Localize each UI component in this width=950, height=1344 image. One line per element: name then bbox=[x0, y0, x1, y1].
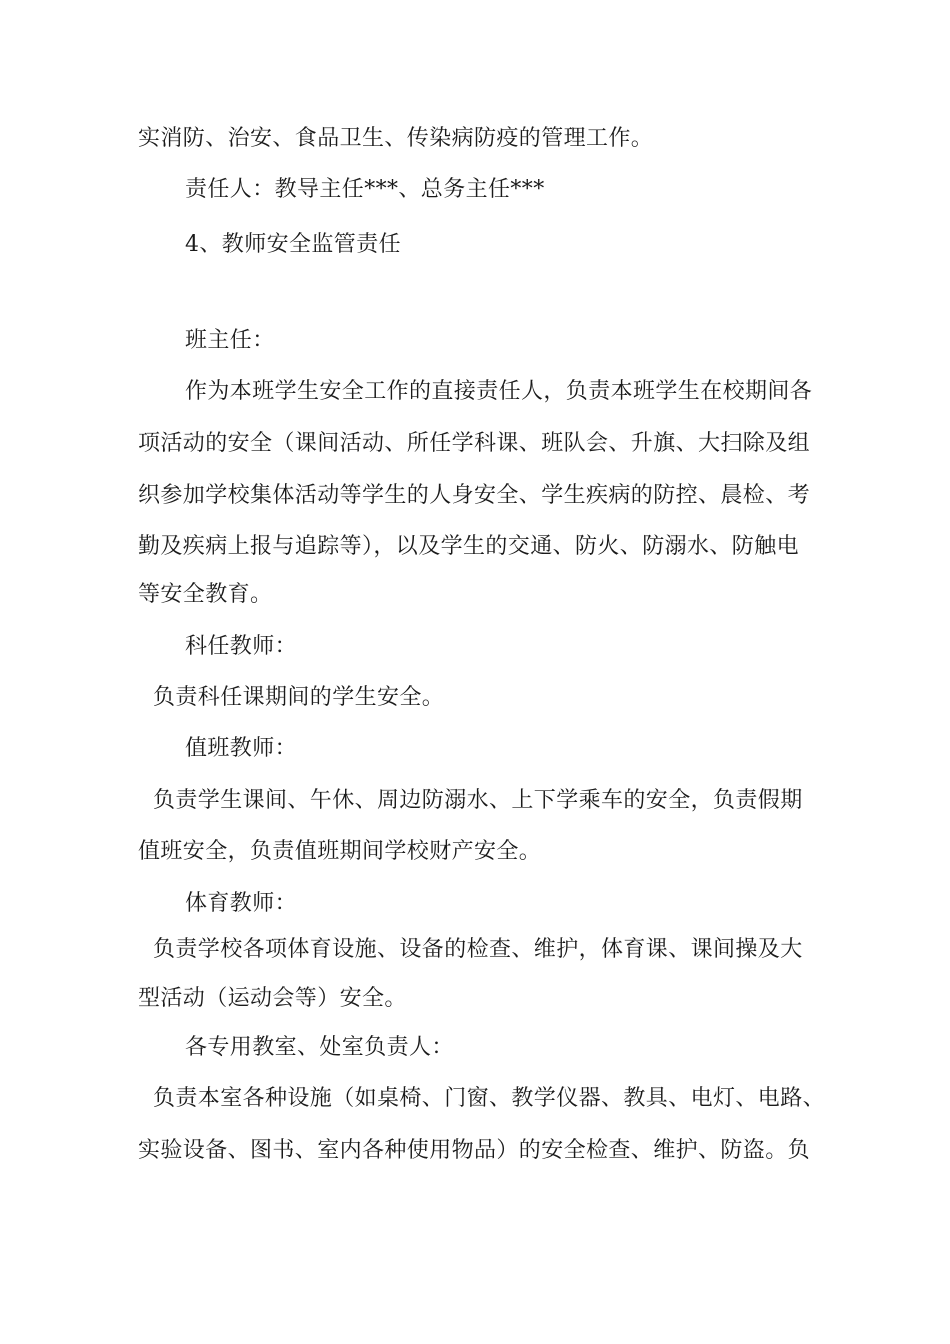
text-line: 实消防、治安、食品卫生、传染病防疫的管理工作。 bbox=[138, 126, 654, 151]
text-line: 负责科任课期间的学生安全。 bbox=[153, 685, 445, 710]
text-line: 织参加学校集体活动等学生的人身安全、学生疾病的防控、晨检、考 bbox=[138, 483, 811, 508]
text-line-responsible-person: 责任人：教导主任***、总务主任*** bbox=[185, 177, 545, 202]
text-line: 等安全教育。 bbox=[138, 582, 273, 607]
text-line: 负责本室各种设施（如桌椅、门窗、教学仪器、教具、电灯、电路、 bbox=[153, 1086, 826, 1111]
text-line: 实验设备、图书、室内各种使用物品）的安全检查、维护、防盗。负 bbox=[138, 1138, 811, 1163]
text-line: 项活动的安全（课间活动、所任学科课、班队会、升旗、大扫除及组 bbox=[138, 431, 811, 456]
role-heading-pe-teacher: 体育教师： bbox=[185, 891, 298, 916]
role-heading-class-teacher: 班主任： bbox=[185, 328, 275, 353]
text-line: 型活动（运动会等）安全。 bbox=[138, 986, 407, 1011]
text-line: 值班安全，负责值班期间学校财产安全。 bbox=[138, 839, 542, 864]
text-line: 作为本班学生安全工作的直接责任人，负责本班学生在校期间各 bbox=[185, 379, 813, 404]
role-heading-subject-teacher: 科任教师： bbox=[185, 634, 298, 659]
text-line: 负责学校各项体育设施、设备的检查、维护，体育课、课间操及大 bbox=[153, 937, 803, 962]
role-heading-duty-teacher: 值班教师： bbox=[185, 736, 298, 761]
text-line: 负责学生课间、午休、周边防溺水、上下学乘车的安全，负责假期 bbox=[153, 788, 803, 813]
section-heading: 4、教师安全监管责任 bbox=[185, 232, 401, 257]
text-line: 勤及疾病上报与追踪等），以及学生的交通、防火、防溺水、防触电 bbox=[138, 534, 800, 559]
role-heading-room-manager: 各专用教室、处室负责人： bbox=[185, 1035, 454, 1060]
